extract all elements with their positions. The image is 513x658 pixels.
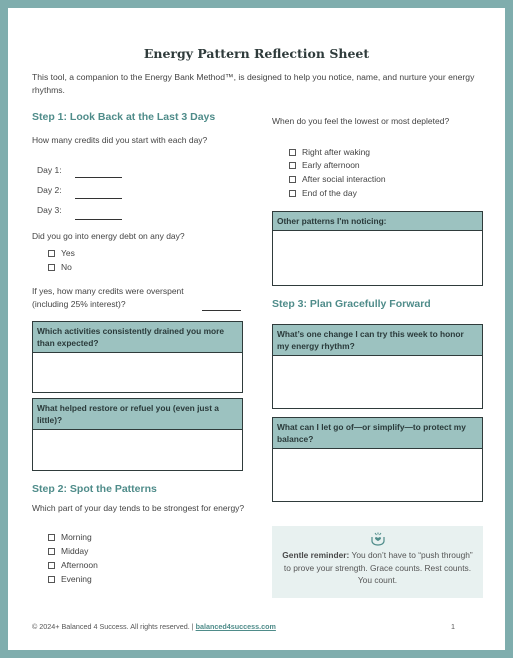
checkbox-icon[interactable]: [289, 190, 296, 197]
debt-option-yes[interactable]: Yes: [48, 247, 75, 259]
footer: [32, 622, 276, 631]
step3-heading: Step 3: Plan Gracefully Forward: [272, 298, 431, 310]
other-patterns-title: Other patterns I'm noticing:: [273, 212, 482, 231]
reminder-body: You don’t have to “push through” to prove your strength. Grace counts. Rest counts. You count.: [283, 550, 473, 585]
lowest-option-waking[interactable]: Right after waking: [289, 146, 370, 158]
checkbox-icon[interactable]: [289, 176, 296, 183]
debt-question: Did you go into energy debt on any day?: [32, 231, 185, 241]
lowest-option-early-afternoon[interactable]: Early afternoon: [289, 159, 360, 171]
checkbox-icon[interactable]: [289, 162, 296, 169]
copyright-text: © 2024+ Balanced 4 Success. All rights reserved. |: [32, 622, 194, 631]
overspent-answer-line[interactable]: [202, 310, 241, 311]
credits-question: How many credits did you start with each day?: [32, 135, 208, 145]
other-patterns-box[interactable]: [272, 211, 483, 286]
strongest-option-afternoon[interactable]: Afternoon: [48, 559, 98, 571]
day1-answer-line[interactable]: [75, 177, 122, 178]
checkbox-icon[interactable]: [48, 576, 55, 583]
day3-label: Day 3:: [37, 205, 62, 215]
lowest-option-social[interactable]: After social interaction: [289, 173, 386, 185]
let-go-box-title: What can I let go of—or simplify—to protect my balance?: [273, 418, 482, 449]
day2-answer-line[interactable]: [75, 198, 122, 199]
strongest-option-morning[interactable]: Morning: [48, 531, 92, 543]
step1-heading: Step 1: Look Back at the Last 3 Days: [32, 111, 216, 123]
change-box-title: What’s one change I can try this week to honor my energy rhythm?: [273, 325, 482, 356]
reminder-message: [278, 549, 477, 587]
restore-activities-title: What helped restore or refuel you (even just a little)?: [33, 399, 242, 430]
drained-activities-box[interactable]: [32, 321, 243, 393]
drained-activities-title: Which activities consistently drained you more than expected?: [33, 322, 242, 353]
intro-text: This tool, a companion to the Energy Bank Method™, is designed to help you notice, name, and nurture your energy rhythms.: [32, 72, 475, 95]
restore-activities-box[interactable]: [32, 398, 243, 471]
strongest-option-evening[interactable]: Evening: [48, 573, 92, 585]
checkbox-icon[interactable]: [48, 250, 55, 257]
checkbox-icon[interactable]: [48, 548, 55, 555]
checkbox-icon[interactable]: [289, 149, 296, 156]
gentle-reminder-panel: [272, 526, 483, 598]
worksheet-page: [8, 8, 505, 650]
overspent-question: If yes, how many credits were overspent (including 25% interest)?: [32, 286, 184, 309]
day2-label: Day 2:: [37, 185, 62, 195]
page-number: 1: [451, 622, 455, 631]
reminder-label: Gentle reminder:: [282, 550, 350, 560]
step2-heading: Step 2: Spot the Patterns: [32, 483, 157, 495]
strongest-option-midday[interactable]: Midday: [48, 545, 88, 557]
lowest-question: When do you feel the lowest or most depleted?: [272, 116, 450, 126]
debt-option-no[interactable]: No: [48, 261, 72, 273]
strongest-question: Which part of your day tends to be strongest for energy?: [32, 503, 245, 513]
change-box[interactable]: [272, 324, 483, 409]
lowest-option-end-of-day[interactable]: End of the day: [289, 187, 357, 199]
hands-heart-icon: [370, 531, 386, 547]
checkbox-icon[interactable]: [48, 264, 55, 271]
website-link[interactable]: balanced4success.com: [195, 622, 276, 631]
let-go-box[interactable]: [272, 417, 483, 502]
checkbox-icon[interactable]: [48, 562, 55, 569]
checkbox-icon[interactable]: [48, 534, 55, 541]
day1-label: Day 1:: [37, 165, 62, 175]
page-title: Energy Pattern Reflection Sheet: [143, 46, 370, 61]
day3-answer-line[interactable]: [75, 219, 122, 220]
